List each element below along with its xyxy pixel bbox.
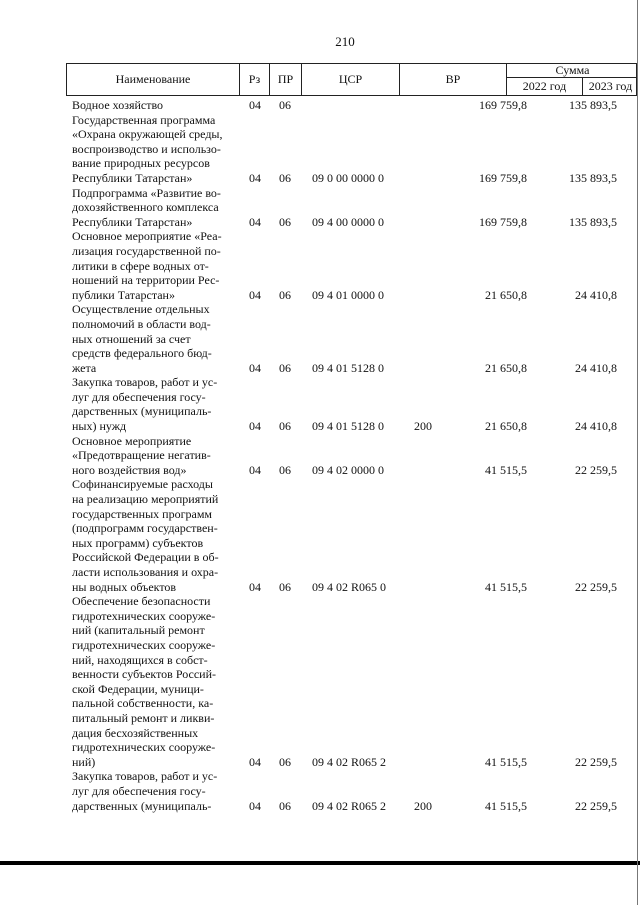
row-pr: 06: [279, 579, 291, 594]
row-name: Закупка товаров, работ и ус- луг для обеспечения госу- дарственных (муниципаль-: [72, 769, 218, 813]
row-rz: 04: [249, 214, 261, 229]
row-csr: 09 4 02 R065 0: [312, 579, 387, 594]
row-pr: 06: [279, 214, 291, 229]
row-sum-2023: 22 259,5: [575, 798, 617, 813]
row-sum-2023: 135 893,5: [569, 98, 617, 112]
table-row: [72, 434, 632, 478]
bottom-scan-border: [0, 861, 640, 865]
row-pr: 06: [279, 287, 291, 302]
row-sum-2023: 22 259,5: [575, 462, 617, 477]
row-csr: 09 4 01 0000 0: [312, 287, 384, 302]
row-sum-2022: 21 650,8: [485, 287, 527, 302]
row-sum-2022: 41 515,5: [485, 462, 527, 477]
row-sum-2022: 21 650,8: [485, 360, 527, 375]
table-body: [72, 98, 632, 813]
table-header: [66, 63, 637, 96]
row-sum-2023: 24 410,8: [575, 360, 617, 375]
row-name: Основное мероприятие «Реа- лизация государственной по- литики в сфере водных от- ношений на территории Рес- публики Татарстан»: [72, 229, 222, 302]
row-rz: 04: [249, 754, 261, 769]
row-pr: 06: [279, 462, 291, 477]
row-name: Водное хозяйство: [72, 98, 164, 112]
row-rz: 04: [249, 360, 261, 375]
header-year-2023: 2023 год: [588, 79, 633, 93]
row-csr: 09 4 01 5128 0: [312, 419, 384, 434]
row-csr: 09 4 00 0000 0: [312, 214, 384, 229]
row-csr: 09 4 02 R065 2: [312, 754, 387, 769]
row-csr: 09 4 02 0000 0: [312, 462, 384, 477]
row-rz: 04: [249, 798, 261, 813]
row-name: Софинансируемые расходы на реализацию мероприятий государственных программ (подпрограмм государствен- ных программ) субъектов Российской Федерации в об- ласти использования и охра- ны водных объектов: [72, 477, 219, 594]
row-name: Основное мероприятие «Предотвращение негатив- ного воздействия вод»: [72, 433, 211, 477]
row-csr: 09 4 01 5128 0: [312, 360, 384, 375]
row-sum-2023: 135 893,5: [569, 214, 617, 229]
row-name: Государственная программа «Охрана окружающей среды, воспроизводство и использо- вание природных ресурсов Республики Татарстан»: [72, 112, 223, 185]
header-sum: Сумма: [507, 64, 638, 78]
row-vr: 200: [414, 798, 432, 813]
table-row: [72, 229, 632, 302]
row-rz: 04: [249, 579, 261, 594]
row-pr: 06: [279, 98, 291, 112]
header-name: Наименование: [67, 64, 240, 95]
row-rz: 04: [249, 462, 261, 477]
row-pr: 06: [279, 360, 291, 375]
row-rz: 04: [249, 170, 261, 185]
row-sum-2022: 21 650,8: [485, 419, 527, 434]
row-sum-2023: 24 410,8: [575, 287, 617, 302]
header-pr: ПР: [270, 64, 302, 95]
row-rz: 04: [249, 287, 261, 302]
row-sum-2023: 22 259,5: [575, 579, 617, 594]
table-row: [72, 477, 632, 594]
table-row: [72, 594, 632, 769]
row-name: Обеспечение безопасности гидротехнических сооруже- ний (капитальный ремонт гидротехнических сооруже- ний, находящихся в собст- венности субъектов Россий- ской Федерации, муници- пальной собственности, ка- питальный ремонт и ликви- дация бесхозяйственных гидротехнических сооруже- ний): [72, 594, 216, 769]
header-rz: Рз: [240, 64, 270, 95]
row-name: Закупка товаров, работ и ус- луг для обеспечения госу- дарственных (муниципаль- ных) нужд: [72, 375, 218, 434]
table-row: [72, 769, 632, 813]
row-sum-2022: 169 759,8: [479, 98, 527, 112]
table-row: [72, 113, 632, 186]
table-row: [72, 98, 632, 113]
row-sum-2022: 169 759,8: [479, 170, 527, 185]
row-name: Подпрограмма «Развитие во- дохозяйственного комплекса Республики Татарстан»: [72, 185, 221, 229]
row-vr: 200: [414, 419, 432, 434]
row-csr: 09 4 02 R065 2: [312, 798, 387, 813]
row-pr: 06: [279, 170, 291, 185]
row-sum-2022: 41 515,5: [485, 579, 527, 594]
row-sum-2022: 41 515,5: [485, 798, 527, 813]
table-row: [72, 375, 632, 433]
row-pr: 06: [279, 419, 291, 434]
row-sum-2022: 169 759,8: [479, 214, 527, 229]
row-rz: 04: [249, 98, 261, 112]
header-csr: ЦСР: [302, 64, 400, 95]
row-sum-2023: 24 410,8: [575, 419, 617, 434]
table-row: [72, 186, 632, 230]
row-sum-2023: 135 893,5: [569, 170, 617, 185]
row-rz: 04: [249, 419, 261, 434]
header-vr: ВР: [400, 64, 507, 95]
row-name: Осуществление отдельных полномочий в области вод- ных отношений за счет средств федерального бюд- жета: [72, 302, 212, 375]
right-scan-edge: [637, 0, 638, 905]
page-number: 210: [335, 34, 355, 49]
row-sum-2022: 41 515,5: [485, 754, 527, 769]
row-pr: 06: [279, 798, 291, 813]
row-sum-2023: 22 259,5: [575, 754, 617, 769]
row-csr: 09 0 00 0000 0: [312, 170, 384, 185]
table-row: [72, 302, 632, 375]
header-year-2022: 2022 год: [507, 78, 583, 95]
row-pr: 06: [279, 754, 291, 769]
